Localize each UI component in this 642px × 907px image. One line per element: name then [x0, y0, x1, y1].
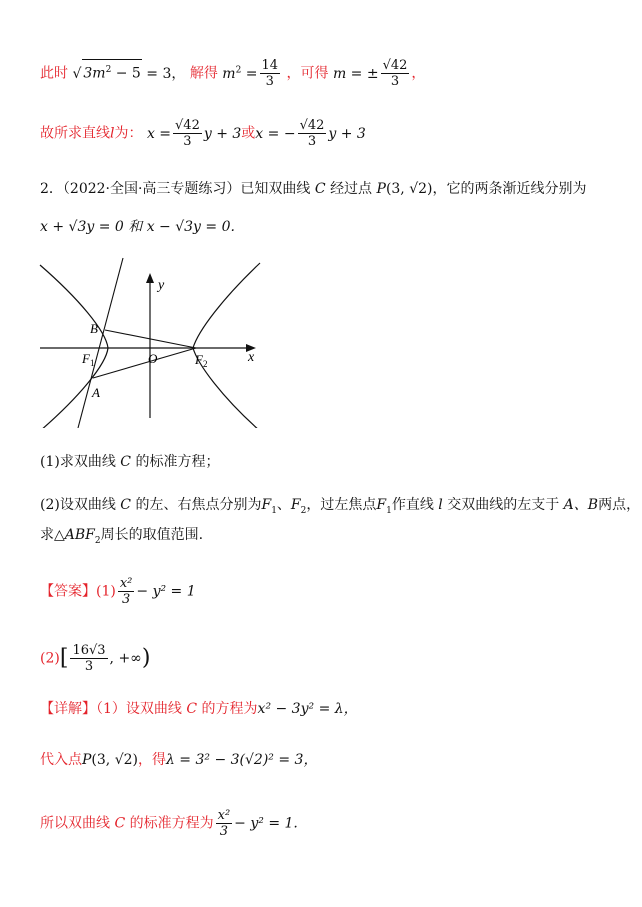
fraction — [260, 58, 281, 89]
math-var: l — [438, 497, 443, 513]
text-segment: 交双曲线的左支于 — [447, 497, 560, 513]
text-segment: ，可得 — [286, 65, 329, 82]
text-segment: 周长的取值范围. — [100, 527, 204, 543]
text-segment: ，过左焦点 — [306, 497, 377, 513]
superscript: 2 — [235, 64, 242, 75]
math-var: C — [120, 454, 132, 470]
math-var: P — [376, 181, 386, 197]
text-segment: 、 — [276, 497, 291, 513]
math-term: m = ± — [332, 65, 379, 82]
text-segment: (2)设双曲线 — [40, 497, 116, 513]
text-segment: 解得 — [189, 65, 218, 82]
math-var: P — [82, 752, 92, 768]
text-segment: (2) — [40, 650, 60, 667]
denominator: 3 — [84, 659, 94, 674]
math-term: = — [245, 65, 258, 82]
detail-tag: 【详解】 — [40, 701, 96, 717]
y-axis-arrow — [146, 273, 154, 283]
math-var: F — [261, 497, 272, 513]
label-y: y — [158, 278, 165, 293]
math-var: C — [114, 815, 126, 832]
math-var: l — [110, 125, 115, 142]
answer-line-2 — [40, 643, 150, 674]
label-B: B — [90, 321, 98, 336]
numerator: 14 — [261, 58, 279, 73]
text-segment: 此时 — [40, 65, 68, 82]
label-F2: $F_2$ — [195, 352, 208, 369]
math-var: ABF — [64, 527, 95, 543]
math-term: (3, √2) — [91, 752, 138, 768]
text-segment: ，它的两条渐近线分别为 — [432, 181, 587, 197]
numerator: √42 — [175, 118, 200, 133]
fraction — [70, 643, 107, 674]
line-l — [78, 258, 123, 428]
detail-line-3 — [40, 808, 298, 839]
fraction — [216, 808, 233, 839]
numerator: √42 — [299, 118, 325, 133]
math-term: 3m — [83, 65, 106, 82]
math-term: x = — [146, 125, 172, 142]
denominator: 3 — [219, 824, 229, 839]
math-term: − 5 — [115, 65, 141, 82]
text-segment: 的方程为 — [201, 701, 258, 717]
math-term: = 3， — [146, 65, 186, 82]
math-term: λ = 3² − 3(√2)² = 3， — [165, 752, 318, 768]
bracket: ) — [141, 645, 151, 671]
math-term: y + 3 — [328, 125, 366, 142]
math-term: x² − 3y² = λ， — [257, 701, 358, 717]
math-term: − y² = 1. — [234, 815, 298, 832]
denominator: 3 — [183, 134, 192, 149]
text-segment: 故所求直线 — [40, 125, 110, 142]
text-segment: 的标准方程为 — [129, 815, 214, 832]
math-term: − y² = 1 — [136, 583, 196, 600]
superscript: 2 — [105, 64, 112, 75]
left-branch — [40, 265, 108, 428]
text-segment: 经过点 — [330, 181, 373, 197]
math-term: x = − — [255, 125, 296, 142]
text-segment: 两点， — [598, 497, 641, 513]
solution-line-1 — [40, 58, 425, 89]
denominator: 3 — [390, 74, 400, 89]
text-segment: 的标准方程； — [135, 454, 220, 470]
label-F1: $F_1$ — [82, 351, 95, 368]
numerator: x² — [119, 576, 133, 591]
text-segment: ， — [411, 65, 426, 82]
fraction — [173, 118, 202, 149]
math-var: F — [290, 497, 301, 513]
label-O: O — [148, 351, 158, 366]
solution-line-2 — [40, 118, 366, 149]
text-segment: 所以双曲线 — [40, 815, 110, 832]
hyperbola-figure — [38, 253, 268, 428]
denominator: 3 — [121, 592, 131, 607]
text-segment: ，得 — [137, 752, 166, 768]
text-segment: 或 — [241, 125, 256, 142]
math-var: A、B — [563, 497, 599, 513]
text-segment: 的左、右焦点分别为 — [135, 497, 262, 513]
text-segment: (1) — [96, 583, 116, 600]
math-var: C — [186, 701, 198, 717]
fraction — [118, 576, 135, 607]
fraction — [298, 118, 327, 149]
fraction — [381, 58, 410, 89]
text-segment: 作直线 — [391, 497, 434, 513]
math-var: F — [376, 497, 387, 513]
label-A: A — [92, 385, 100, 400]
text-segment: （1）设双曲线 — [96, 701, 182, 717]
math-term: y + 3 — [203, 125, 242, 142]
denominator: 3 — [307, 134, 317, 149]
segment-AF2 — [93, 348, 196, 378]
radical-sign: √ — [72, 65, 82, 82]
question-part-2 — [40, 495, 640, 521]
text-segment: 为： — [114, 125, 143, 142]
math-var: m — [222, 65, 236, 82]
text-segment: 求△ — [40, 527, 65, 543]
math-term: (3, √2) — [385, 181, 433, 197]
math-term: , +∞ — [109, 650, 142, 667]
right-branch — [193, 263, 260, 428]
question-line-1 — [40, 179, 587, 199]
question-part-2-cont — [40, 525, 203, 551]
subscript: 2 — [94, 535, 101, 546]
subscript: 1 — [271, 505, 277, 516]
numerator: 16√3 — [72, 643, 106, 658]
math-var: C — [120, 497, 132, 513]
subscript: 2 — [300, 505, 307, 516]
numerator: √42 — [382, 58, 408, 73]
detail-line-2 — [40, 750, 317, 770]
question-line-2: x + √3y = 0 和 x − √3y = 0. — [40, 219, 235, 235]
math-var: C — [314, 181, 326, 197]
math-sqrt-expression — [72, 66, 185, 82]
subscript: 1 — [386, 505, 392, 516]
detail-line-1 — [40, 699, 358, 719]
text-segment: 代入点 — [40, 752, 82, 768]
text-segment: 2．（2022·全国·高三专题练习）已知双曲线 — [40, 181, 311, 197]
denominator: 3 — [265, 74, 274, 89]
answer-tag: 【答案】 — [40, 583, 96, 600]
text-segment: (1)求双曲线 — [40, 454, 116, 470]
bracket: [ — [59, 645, 69, 671]
answer-line-1 — [40, 576, 196, 607]
question-part-1 — [40, 452, 219, 472]
label-x: x — [248, 350, 255, 365]
numerator: x² — [217, 808, 231, 823]
